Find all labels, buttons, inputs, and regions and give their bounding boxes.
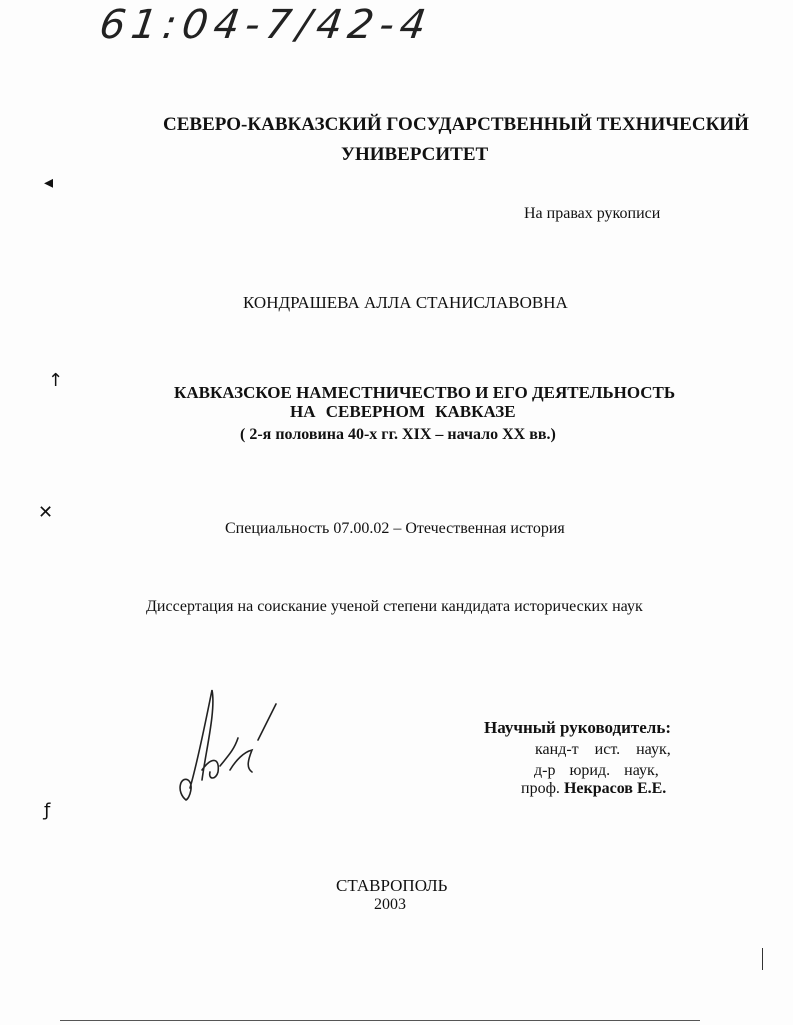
year: 2003	[374, 896, 406, 913]
margin-mark-3: ✕	[38, 502, 54, 523]
supervisor-degree-1: канд-т ист. наук,	[535, 741, 671, 758]
university-name-line1: СЕВЕРО-КАВКАЗСКИЙ ГОСУДАРСТВЕННЫЙ ТЕХНИЧЕСКИЙ	[163, 114, 749, 135]
supervisor-name: Некрасов Е.Е.	[563, 780, 667, 797]
handwritten-signature	[172, 680, 292, 810]
scan-bottom-line	[60, 1020, 700, 1021]
university-name-line2: УНИВЕРСИТЕТ	[341, 144, 489, 165]
title-line1: КАВКАЗСКОЕ НАМЕСТНИЧЕСТВО И ЕГО ДЕЯТЕЛЬНОСТЬ	[174, 383, 676, 402]
author-name: КОНДРАШЕВА АЛЛА СТАНИСЛАВОВНА	[243, 293, 568, 312]
supervisor-heading: Научный руководитель:	[484, 718, 671, 737]
margin-mark-1: ◂	[44, 172, 54, 193]
margin-mark-2: ↑	[48, 370, 64, 391]
supervisor-degree-2: д-р юрид. наук,	[534, 762, 659, 779]
supervisor-name-line	[521, 780, 666, 798]
scan-edge-tick	[762, 948, 763, 970]
city: СТАВРОПОЛЬ	[336, 876, 448, 895]
title-line3: ( 2-я половина 40-х гг. XIX – начало XX вв.)	[240, 426, 556, 443]
degree-statement: Диссертация на соискание ученой степени кандидата исторических наук	[146, 598, 643, 615]
specialty: Специальность 07.00.02 – Отечественная история	[225, 520, 565, 537]
supervisor-title: проф.	[521, 780, 560, 797]
rights-note: На правах рукописи	[524, 205, 661, 222]
margin-mark-4: ƒ	[44, 800, 51, 821]
archive-number: 61:04-7/42-4	[96, 2, 435, 48]
title-line2: НА СЕВЕРНОМ КАВКАЗЕ	[290, 402, 516, 421]
